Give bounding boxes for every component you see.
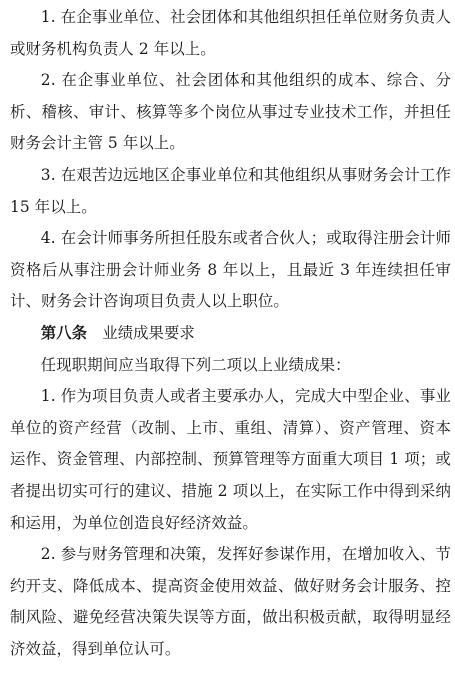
paragraph-2: 2. 在企事业单位、社会团体和其他组织的成本、综合、分析、稽核、审计、核算等多个岗位从事过专业技术工作，并担任财务会计主管 5 年以上。 (10, 71, 451, 153)
article-number: 第八条 (40, 323, 87, 342)
article-heading (10, 318, 451, 350)
paragraph-achievement-1: 1. 作为项目负责人或者主要承办人，完成大中型企业、事业单位的资产经营（改制、上市、重组、清算）、资产管理、资本运作、资金管理、内部控制、预算管理等方面重大项目 1 项；或者提出切实可行的建议、措施 2 项以上，在实际工作中得到采纳和运用，为单位创造良好经济效益。 (10, 387, 451, 532)
paragraph-3: 3. 在艰苦边远地区企事业单位和其他组织从事财务会计工作 15 年以上。 (10, 165, 451, 216)
article-title: 业绩成果要求 (102, 323, 195, 342)
paragraph-1: 1. 在企事业单位、社会团体和其他组织担任单位财务负责人或财务机构负责人 2 年以上。 (10, 8, 451, 58)
paragraph-intro: 任现职期间应当取得下列二项以上业绩成果： (40, 355, 351, 374)
paragraph-4: 4. 在会计师事务所担任股东或者合伙人；或取得注册会计师资格后从事注册会计师业务 8 年以上，且最近 3 年连续担任审计、财务会计咨询项目负责人以上职位。 (10, 229, 451, 311)
paragraph-achievement-2: 2. 参与财务管理和决策，发挥好参谋作用，在增加收入、节约开支、降低成本、提高资金使用效益、做好财务会计服务、控制风险、避免经营决策失误等方面，做出积极贡献，取得明显经济效益，得到单位认可。 (10, 545, 451, 658)
